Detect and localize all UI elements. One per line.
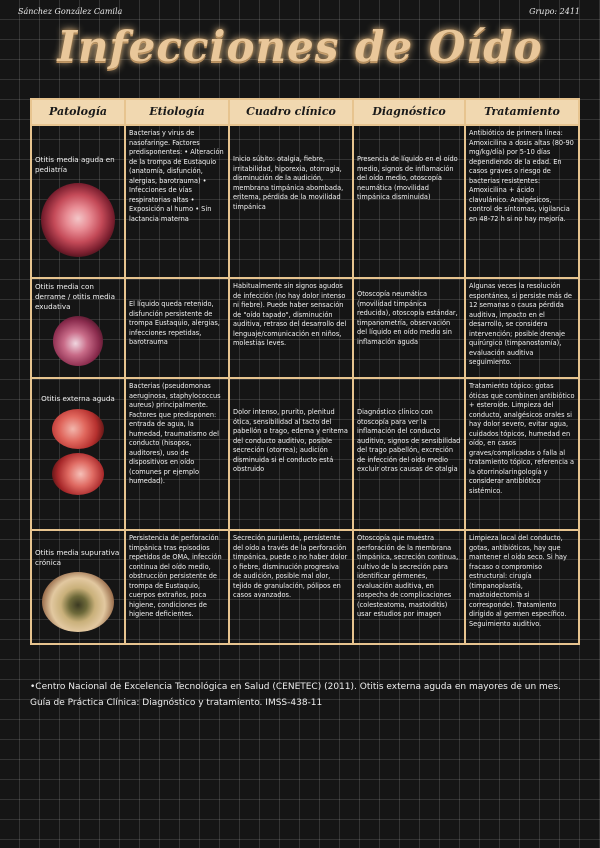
diagnosis-text: Otoscopía neumática (movilidad timpánica reducida), otoscopía estándar, timpanometría, observación del líquido en oído medio sin inflamación aguda [357, 290, 458, 346]
cell-tratamiento [465, 378, 579, 530]
cell-tratamiento [465, 530, 579, 644]
ear-photo-image [52, 453, 104, 495]
pathology-name: Otitis media aguda en pediatría [35, 155, 115, 175]
cell-cuadro [229, 378, 353, 530]
cell-patologia [31, 530, 125, 644]
table-row [31, 378, 579, 530]
treatment-text: Tratamiento tópico: gotas óticas que combinen antibiótico + esteroide. Limpieza del conducto, analgésicos orales si hay dolor severo, evitar agua, cuidados tópicos, humedad en oído, en casos graves/complicados o falla al tratamiento tópico, referencia a la otorrinolaringología y considerar antibiótico sistémico. [469, 382, 575, 496]
page-title: Infecciones de Oído [57, 22, 543, 71]
infections-table [30, 98, 580, 645]
cell-cuadro [229, 125, 353, 278]
cell-etiologia [125, 278, 229, 378]
cell-patologia [31, 278, 125, 378]
cell-patologia [31, 125, 125, 278]
clinical-text: Dolor intenso, prurito, plenitud ótica, sensibilidad al tacto del pabellón o trago, edema y eritema del conducto auditivo, posible secreción (otorrea); audición disminuida si el conducto está obstruido [233, 408, 348, 474]
pathology-name: Otitis media con derrame / otitis media exudativa [35, 282, 116, 312]
ear-photo-image [52, 409, 104, 449]
cell-tratamiento [465, 125, 579, 278]
etiology-text: Bacterias (pseudomonas aeruginosa, staphylococcus aureus) principalmente. Factores que predisponen: entrada de agua, la humedad, traumatismo del conducto (hisopos, auditores), uso de dispositivos en oído (comunes pr ejemplo humedad). [129, 382, 221, 486]
diagnosis-text: Diagnóstico clínico con otoscopía para ver la inflamación del conducto auditivo, signos de sensibilidad del trago pabellón, excreción de infección del oído medio excluir otras causas de otalgia [357, 408, 461, 474]
diagnosis-text: Otoscopía que muestra perforación de la membrana timpánica, secreción continua, cultivo de la secreción para identificar gérmenes, evaluación auditiva, en sospecha de complicaciones (colesteatoma, mastoiditis) usar estudios por imagen [357, 534, 459, 619]
treatment-text: Limpieza local del conducto, gotas, antibióticos, hay que mantener el oído seco. Si hay fracaso o compromiso estructural: cirugía (timpanoplastía, mastoidectomía si corresponde). Tratamiento dirigido al germen específico. Seguimiento auditivo. [469, 534, 567, 628]
pathology-name: Otitis media supurativa crónica [35, 548, 120, 568]
table-row [31, 530, 579, 644]
cell-diagnostico [353, 125, 465, 278]
cell-diagnostico [353, 278, 465, 378]
clinical-text: Inicio súbito: otalgia, fiebre, irritabilidad, hiporexia, otorragia, disminución de la audición, membrana timpánica abombada, eritema, pérdida de la movilidad timpánica [233, 155, 344, 211]
author-name: Sánchez González Camila [18, 7, 123, 16]
ear-photo-image [53, 316, 103, 366]
cell-etiologia [125, 378, 229, 530]
cell-tratamiento [465, 278, 579, 378]
group-label: Grupo: 2411 [529, 7, 580, 16]
table-row [31, 125, 579, 278]
cell-etiologia [125, 530, 229, 644]
cell-cuadro [229, 278, 353, 378]
pathology-name: Otitis externa aguda [41, 394, 115, 403]
cell-diagnostico [353, 378, 465, 530]
header-diagnostico: Diagnóstico [353, 99, 465, 125]
cell-cuadro [229, 530, 353, 644]
header-etiologia: Etiología [125, 99, 229, 125]
header-patologia: Patología [31, 99, 125, 125]
treatment-text: Algunas veces la resolución espontánea, si persiste más de 12 semanas o causa pérdida auditiva, impacto en el desarrollo, se considera intervención; posible drenaje quirúrgico (timpanostomía), evaluación auditiva seguimiento. [469, 282, 572, 367]
table-header-row [31, 99, 579, 125]
reference-citation: •Centro Nacional de Excelencia Tecnológica en Salud (CENETEC) (2011). Otitis externa aguda en mayores de un mes. Guía de Práctica Clínica: Diagnóstico y tratamiento. IMSS-438-11 [30, 682, 561, 708]
header-cuadro-clinico: Cuadro clínico [229, 99, 353, 125]
etiology-text: Persistencia de perforación timpánica tras episodios repetidos de OMA, infección continua del oído medio, obstrucción persistente de trompa de Eustaquio, cuerpos extraños, poca higiene, condiciones de higiene deficientes. [129, 534, 222, 619]
ear-photo-image [41, 183, 115, 257]
diagnosis-text: Presencia de líquido en el oído medio, signos de inflamación del oído medio, otoscopía neumática (movilidad timpánica disminuida) [357, 155, 458, 202]
header-tratamiento: Tratamiento [465, 99, 579, 125]
table-row [31, 278, 579, 378]
etiology-text: El líquido queda retenido, disfunción persistente de trompa Eustaquio, alergias, infecciones repetidas, barotrauma [129, 300, 220, 347]
ear-photo-image [42, 572, 114, 632]
cell-diagnostico [353, 530, 465, 644]
etiology-text: Bacterias y virus de nasofaringe. Factores predisponentes: • Alteración de la trompa de Eustaquio (anatomía, disfunción, alergias, barotrauma) • Infecciones de vías respiratorias altas • Exposición al humo • Sin lactancia materna [129, 129, 224, 223]
cell-etiologia [125, 125, 229, 278]
cell-patologia [31, 378, 125, 530]
clinical-text: Habitualmente sin signos agudos de infección (no hay dolor intenso ni fiebre). Puede haber sensación de "oído tapado", disminución auditiva, retraso del desarrollo del lenguaje/comunicación en niños, molestias leves. [233, 282, 347, 348]
treatment-text: Antibiótico de primera línea: Amoxicilina a dosis altas (80-90 mg/kg/día) por 5-10 días dependiendo de la edad. En casos graves o riesgo de bacterias resistentes: Amoxicilina + ácido clavulánico. Analgésicos, control de síntomas, vigilancia en 48-72 h si no hay mejoría. [469, 129, 574, 223]
clinical-text: Secreción purulenta, persistente del oído a través de la perforación timpánica, puede o no haber dolor o fiebre, disminución progresiva de audición, posible mal olor, tejido de granulación, pólipos en casos avanzados. [233, 534, 348, 600]
